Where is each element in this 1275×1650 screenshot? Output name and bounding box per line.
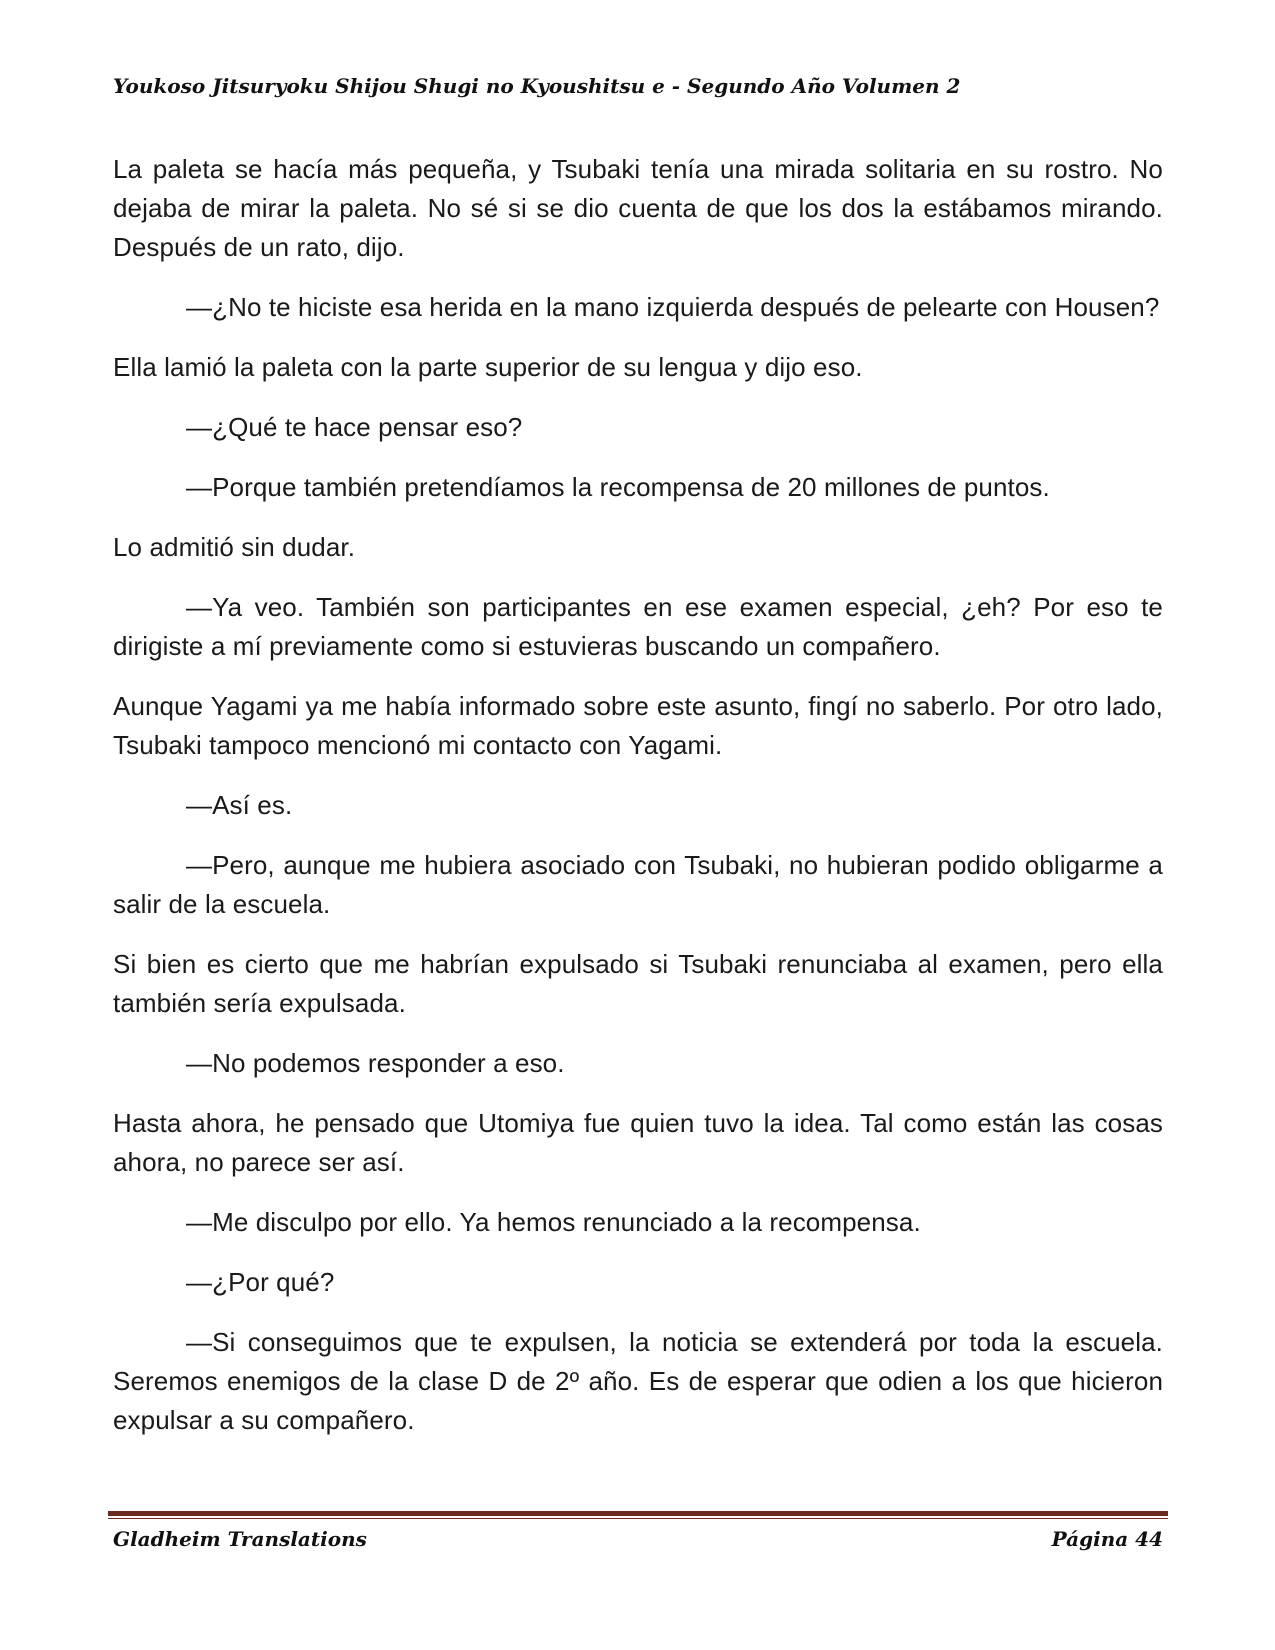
footer-divider-thick [108,1511,1168,1516]
dialogue-line: —¿Por qué? [186,1267,335,1297]
paragraph: Lo admitió sin dudar. [113,532,356,562]
paragraph: Si bien es cierto que me habrían expulsado si Tsubaki renunciaba al examen, pero ella también sería expulsada. [113,949,1163,1018]
page-header-title: Youkoso Jitsuryoku Shijou Shugi no Kyoushitsu e - Segundo Año Volumen 2 [113,74,961,98]
dialogue-line: —Pero, aunque me hubiera asociado con Tsubaki, no hubieran podido obligarme a salir de la escuela. [113,850,1163,919]
paragraph: La paleta se hacía más pequeña, y Tsubaki tenía una mirada solitaria en su rostro. No dejaba de mirar la paleta. No sé si se dio cuenta de que los dos la estábamos mirando. Después de un rato, dijo. [113,154,1163,262]
paragraph: Aunque Yagami ya me había informado sobre este asunto, fingí no saberlo. Por otro lado, Tsubaki tampoco mencionó mi contacto con Yagami. [113,691,1163,760]
footer-divider [108,1511,1168,1519]
footer-publisher: Gladheim Translations [113,1527,367,1551]
dialogue-line: —No podemos responder a eso. [186,1048,565,1078]
paragraph: Ella lamió la paleta con la parte superior de su lengua y dijo eso. [113,352,863,382]
page-body [113,150,1163,1461]
footer-divider-thin [108,1518,1168,1519]
dialogue-line: —¿No te hiciste esa herida en la mano izquierda después de pelearte con Housen? [186,292,1160,322]
dialogue-line: —Si conseguimos que te expulsen, la noticia se extenderá por toda la escuela. Seremos enemigos de la clase D de 2º año. Es de esperar que odien a los que hicieron expulsar a su compañero. [113,1327,1163,1435]
dialogue-line: —¿Qué te hace pensar eso? [186,412,523,442]
paragraph: Hasta ahora, he pensado que Utomiya fue quien tuvo la idea. Tal como están las cosas ahora, no parece ser así. [113,1108,1163,1177]
dialogue-line: —Ya veo. También son participantes en ese examen especial, ¿eh? Por eso te dirigiste a mí previamente como si estuvieras buscando un compañero. [113,592,1163,661]
dialogue-line: —Así es. [186,790,293,820]
dialogue-line: —Porque también pretendíamos la recompensa de 20 millones de puntos. [186,472,1050,502]
dialogue-line: —Me disculpo por ello. Ya hemos renunciado a la recompensa. [186,1207,921,1237]
footer-page-number: Página 44 [1051,1527,1163,1551]
